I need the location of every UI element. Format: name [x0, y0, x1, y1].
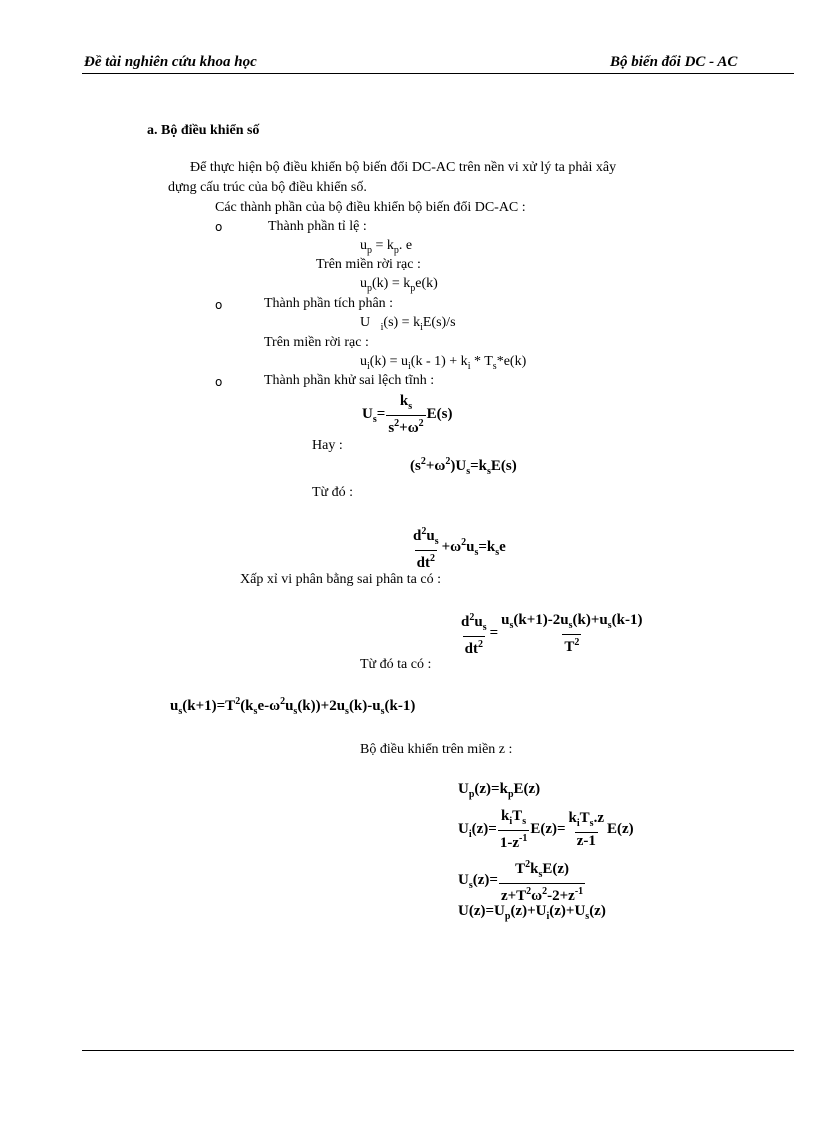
- intro-line-1: Để thực hiện bộ điều khiển bộ biến đổi DC-AC trên nền vi xử lý ta phải xây: [190, 160, 617, 175]
- section-title: a. Bộ điều khiển số: [147, 123, 260, 138]
- footer-rule: [82, 1050, 794, 1051]
- integral-label: Thành phần tích phân :: [264, 296, 394, 311]
- tu-do-label: Từ đó :: [312, 485, 354, 500]
- proportional-eq-2: $u_p(k) = k_pe(k)$: [360, 276, 438, 294]
- equation-ui-z: $U_i(z)=$ $\frac{k_iT_s}{1-z^{-1}}$ E(z)= $\frac{k_iT_s.z}{z-1}$ E(z): [458, 808, 634, 851]
- equation-recursion: $u_s(k+1)=T^2(k_se-\omega^2u_s(k))+2u_s(k)-u_s(k-1)$: [170, 696, 416, 717]
- integral-eq-2: $u_i(k) = u_i(k - 1) + k_i * T_s*e(k)$: [360, 354, 527, 372]
- equation-difference: $\frac{d^2u_s}{dt^2}$ = $\frac{u_s(k+1)-2u_s(k)+u_s(k-1)}{T^2}$: [461, 612, 643, 657]
- steady-state-label: Thành phần khử sai lệch tĩnh :: [264, 373, 435, 388]
- equation-u-z: $U(z)=U_p(z)+U_i(z)+U_s(z)$: [458, 903, 606, 922]
- equation-us-s: $U_s=$ $\frac{k_s}{s^2+\omega^2}$ E(s): [362, 393, 453, 436]
- header-rule: [82, 73, 794, 74]
- equation-up-z: $U_p(z)=k_pE(z)$: [458, 781, 541, 800]
- header-right: Bộ biến đổi DC - AC: [610, 54, 738, 70]
- z-domain-label: Bộ điều khiển trên miền z :: [360, 742, 513, 757]
- equation-hay: $(s^2+\omega^2)U_s=k_sE(s)$: [410, 456, 517, 477]
- proportional-label: Thành phần tỉ lệ :: [268, 219, 367, 234]
- equation-differential: $\frac{d^2u_s}{dt^2}$ $+\omega^2u_s=k_se$: [413, 526, 506, 571]
- hay-label: Hay :: [312, 438, 343, 453]
- bullet-2: o: [215, 298, 223, 312]
- integral-discrete-label: Trên miền rời rạc :: [264, 335, 369, 350]
- integral-eq-1: U $_i(s) = k_iE(s)/s$: [360, 315, 456, 333]
- intro-line-2: dựng cấu trúc của bộ điều khiển số.: [168, 180, 367, 195]
- header-left: Đề tài nghiên cứu khoa học: [84, 54, 257, 70]
- bullet-3: o: [215, 375, 223, 389]
- proportional-discrete-label: Trên miền rời rạc :: [316, 257, 421, 272]
- bullet-1: o: [215, 220, 223, 234]
- equation-us-z: $U_s(z)=$ $\frac{T^2k_sE(z)}{z+T^2\omega^2-2+z^{-1}}$: [458, 859, 584, 904]
- tu-do-ta-co-label: Từ đó ta có :: [360, 657, 432, 672]
- proportional-eq-1: $u_p = k_p$. e: [360, 238, 413, 256]
- approx-label: Xấp xỉ vi phân bằng sai phân ta có :: [240, 572, 442, 587]
- components-heading: Các thành phần của bộ điều khiển bộ biến đổi DC-AC :: [215, 200, 526, 215]
